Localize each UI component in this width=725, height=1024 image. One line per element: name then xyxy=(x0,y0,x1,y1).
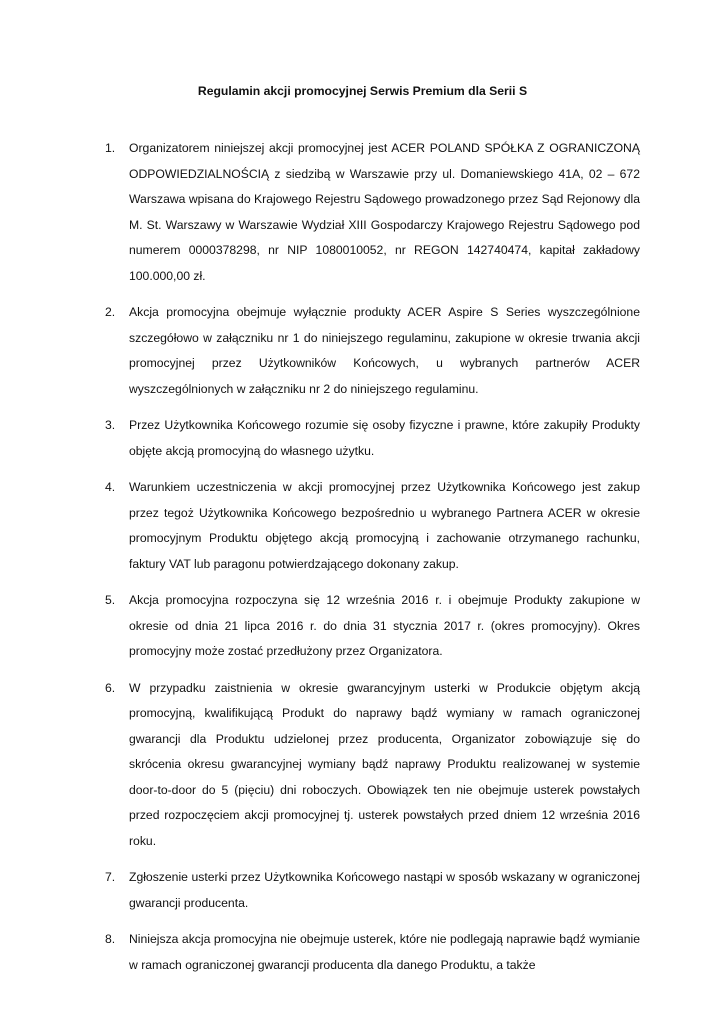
list-item-number: 5. xyxy=(105,593,116,607)
list-item-number: 6. xyxy=(105,680,116,695)
list-item-text: Akcja promocyjna rozpoczyna się 12 września 2016 r. i obejmuje Produkty zakupione w okresie od dnia 21 lipca 2016 r. do dnia 31 stycznia 2017 r. (okres promocyjny). Okres promocyjny może zostać przedłużony przez Organizatora. xyxy=(129,593,640,658)
list-item xyxy=(105,475,640,577)
list-item-number: 1. xyxy=(105,141,116,155)
list-item-text: Przez Użytkownika Końcowego rozumie się osoby fizyczne i prawne, które zakupiły Produkty objęte akcją promocyjną do własnego użytku. xyxy=(129,418,640,458)
terms-list xyxy=(105,136,640,989)
list-item xyxy=(105,927,640,978)
list-item xyxy=(105,136,640,289)
list-item-number: 4. xyxy=(105,480,116,494)
list-item-text: Organizatorem niniejszej akcji promocyjnej jest ACER POLAND SPÓŁKA Z OGRANICZONĄ ODPOWIEDZIALNOŚCIĄ z siedzibą w Warszawie przy ul. Domaniewskiego 41A, 02 – 672 Warszawa wpisana do Krajowego Rejestru Sądowego prowadzonego przez Sąd Rejonowy dla M. St. Warszawy w Warszawie Wydział XIII Gospodarczy Krajowego Rejestru Sądowego pod numerem 0000378298, nr NIP 1080010052, nr REGON 142740474, kapitał zakładowy 100.000,00 zł. xyxy=(129,141,640,283)
list-item-number: 7. xyxy=(105,870,116,884)
list-item-text: Warunkiem uczestniczenia w akcji promocyjnej przez Użytkownika Końcowego jest zakup przez tegoż Użytkownika Końcowego bezpośrednio u wybranego Partnera ACER w okresie promocyjnym Produktu objętego akcją promocyjną i zachowanie otrzymanego rachunku, faktury VAT lub paragonu potwierdzającego dokonany zakup. xyxy=(129,480,640,571)
list-item xyxy=(105,865,640,916)
list-item-number: 3. xyxy=(105,418,116,432)
list-item xyxy=(105,300,640,402)
list-item xyxy=(105,413,640,464)
list-item-text: Akcja promocyjna obejmuje wyłącznie produkty ACER Aspire S Series wyszczególnione szczegółowo w załączniku nr 1 do niniejszego regulaminu, zakupione w okresie trwania akcji promocyjnej przez Użytkowników Końcowych, u wybranych partnerów ACER wyszczególnionych w załączniku nr 2 do niniejszego regulaminu. xyxy=(129,305,640,396)
list-item-text: Niniejsza akcja promocyjna nie obejmuje usterek, które nie podlegają naprawie bądź wymianie w ramach ograniczonej gwarancji producenta dla danego Produktu, a także xyxy=(129,932,640,972)
list-item-text: Zgłoszenie usterki przez Użytkownika Końcowego nastąpi w sposób wskazany w ograniczonej gwarancji producenta. xyxy=(129,870,640,910)
list-item-number: 2. xyxy=(105,305,116,319)
list-item-text: W przypadku zaistnienia w okresie gwarancyjnym usterki w Produkcie objętym akcją promocyjną, kwalifikującą Produkt do naprawy bądź wymiany w ramach ograniczonej gwarancji dla Produktu udzielonej przez producenta, Organizator zobowiązuje się do skrócenia okresu gwarancyjnej wymiany bądź naprawy Produktu realizowanej w systemie door-to-door do 5 (pięciu) dni roboczych. Obowiązek ten nie obejmuje usterek powstałych przed rozpoczęciem akcji promocyjnej tj. usterek powstałych przed dniem 12 września 2016 roku. xyxy=(129,680,640,848)
list-item-number: 8. xyxy=(105,932,116,946)
list-item xyxy=(105,676,640,855)
document-title: Regulamin akcji promocyjnej Serwis Premium dla Serii S xyxy=(197,84,528,98)
list-item xyxy=(105,588,640,665)
